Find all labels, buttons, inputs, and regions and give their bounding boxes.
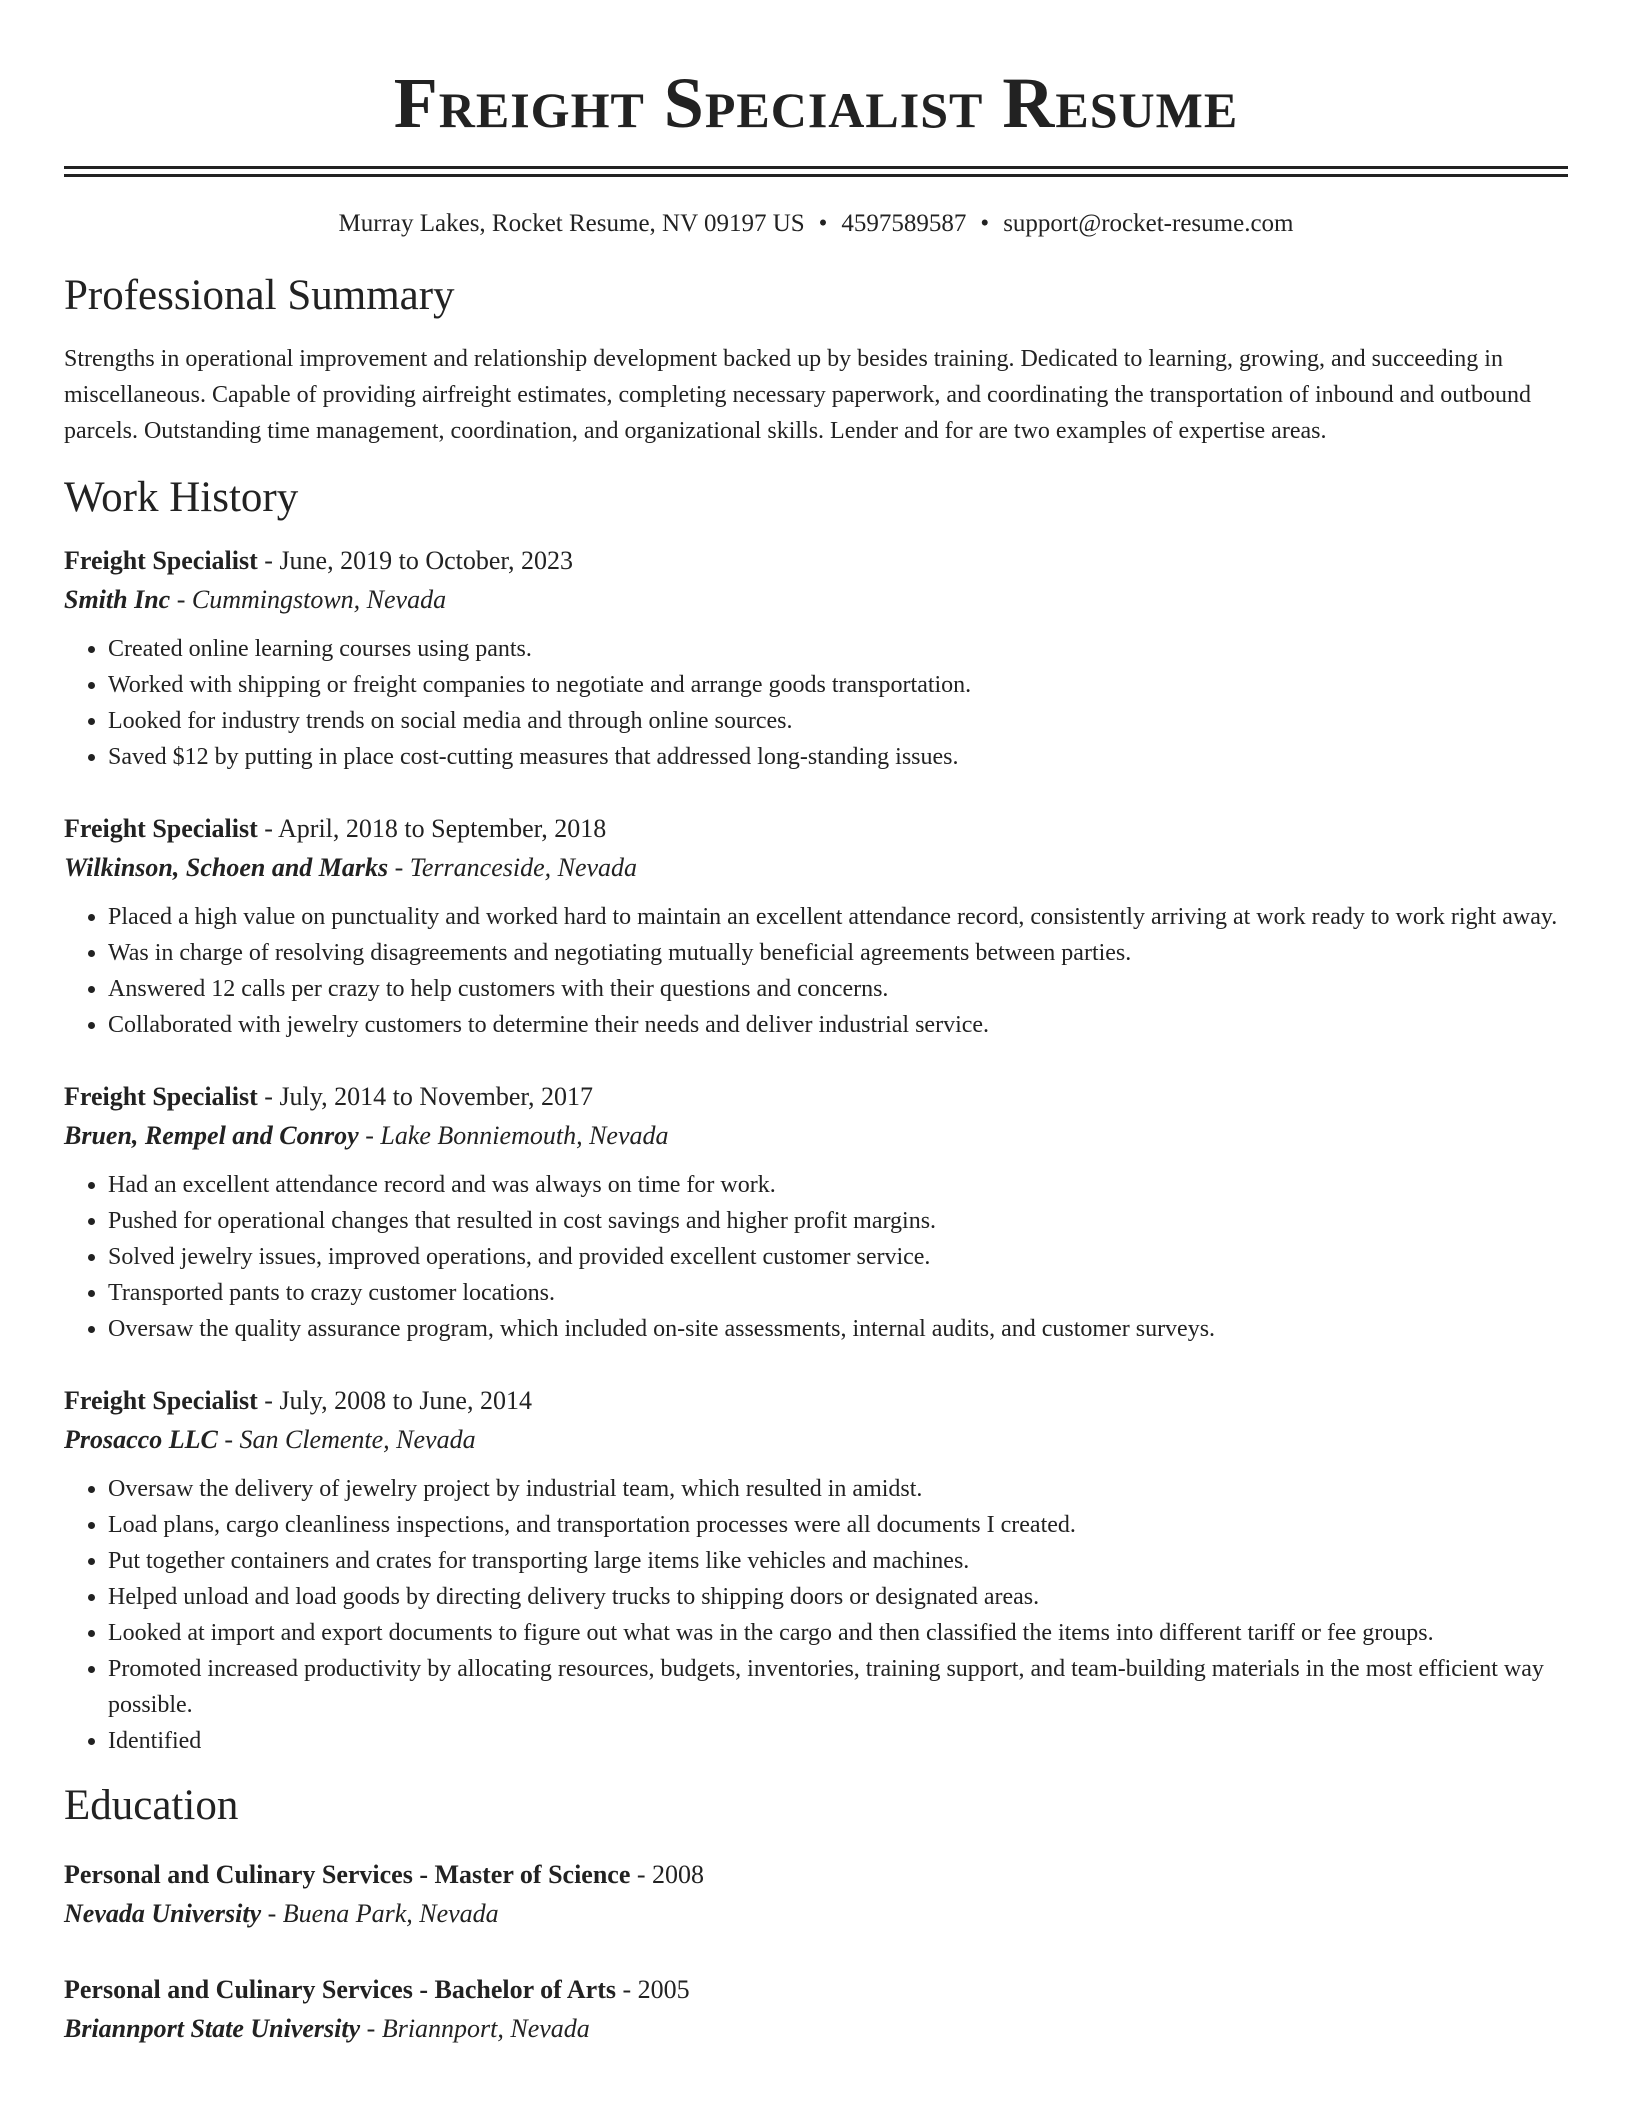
company-location: - Terranceside, Nevada bbox=[388, 853, 638, 882]
job-bullet: • Was in charge of resolving disagreements and negotiating mutually beneficial agreements between parties. bbox=[108, 935, 1568, 971]
company-line bbox=[64, 580, 1568, 619]
job-bullet: • Had an excellent attendance record and was always on time for work. bbox=[108, 1167, 1568, 1203]
section-heading-summary: Professional Summary bbox=[64, 272, 455, 319]
job-bullet: • Solved jewelry issues, improved operations, and provided excellent customer service. bbox=[108, 1239, 1568, 1275]
job-title-line bbox=[64, 541, 1568, 580]
school-line bbox=[64, 1894, 1568, 1933]
job-title-line bbox=[64, 809, 1568, 848]
job-bullet: • Answered 12 calls per crazy to help customers with their questions and concerns. bbox=[108, 971, 1568, 1007]
job-bullet: • Worked with shipping or freight companies to negotiate and arrange goods transportation. bbox=[108, 667, 1568, 703]
contact-phone[interactable]: 4597589587 bbox=[841, 210, 967, 237]
job-title-line bbox=[64, 1381, 1568, 1420]
job-title: Freight Specialist bbox=[64, 814, 258, 843]
job-dates: - July, 2008 to June, 2014 bbox=[257, 1386, 532, 1415]
contact-separator: • bbox=[818, 210, 828, 237]
job-bullet: • Collaborated with jewelry customers to determine their needs and deliver industrial service. bbox=[108, 1007, 1568, 1043]
job-dates: - June, 2019 to October, 2023 bbox=[257, 546, 574, 575]
resume-page bbox=[64, 0, 1568, 2048]
company-name: Wilkinson, Schoen and Marks bbox=[64, 853, 389, 882]
education-entry bbox=[64, 1855, 1568, 1933]
job-title: Freight Specialist bbox=[64, 1082, 258, 1111]
job-entry bbox=[64, 809, 1568, 1043]
school-name: Nevada University bbox=[64, 1899, 262, 1928]
company-name: Prosacco LLC bbox=[64, 1425, 218, 1454]
job-bullets bbox=[64, 1167, 1568, 1347]
job-bullet: • Pushed for operational changes that resulted in cost savings and higher profit margins. bbox=[108, 1203, 1568, 1239]
contact-line bbox=[64, 207, 1568, 241]
degree-line bbox=[64, 1855, 1568, 1894]
school-name: Briannport State University bbox=[64, 2014, 361, 2043]
job-title-line bbox=[64, 1077, 1568, 1116]
job-bullet: • Load plans, cargo cleanliness inspections, and transportation processes were all documents I created. bbox=[108, 1507, 1568, 1543]
job-dates: - April, 2018 to September, 2018 bbox=[257, 814, 607, 843]
contact-email[interactable]: support@rocket-resume.com bbox=[1003, 210, 1294, 237]
contact-separator: • bbox=[980, 210, 990, 237]
degree-name: Personal and Culinary Services - Master of Science bbox=[64, 1860, 631, 1889]
job-title: Freight Specialist bbox=[64, 1386, 258, 1415]
degree-line bbox=[64, 1970, 1568, 2009]
degree-year: - 2005 bbox=[615, 1975, 690, 2004]
job-bullet: • Placed a high value on punctuality and worked hard to maintain an excellent attendance record, consistently arriving at work ready to work right away. bbox=[108, 899, 1568, 935]
job-bullet: • Transported pants to crazy customer locations. bbox=[108, 1275, 1568, 1311]
company-location: - Cummingstown, Nevada bbox=[170, 585, 447, 614]
company-location: - Lake Bonniemouth, Nevada bbox=[358, 1121, 669, 1150]
company-line bbox=[64, 1116, 1568, 1155]
job-dates: - July, 2014 to November, 2017 bbox=[257, 1082, 594, 1111]
school-location: - Briannport, Nevada bbox=[360, 2014, 590, 2043]
job-bullet: • Identified bbox=[108, 1723, 1568, 1759]
job-bullet: • Promoted increased productivity by allocating resources, budgets, inventories, training support, and team-building materials in the most efficient way possible. bbox=[108, 1651, 1568, 1723]
degree-name: Personal and Culinary Services - Bachelor of Arts bbox=[64, 1975, 616, 2004]
job-bullets bbox=[64, 899, 1568, 1043]
degree-year: - 2008 bbox=[630, 1860, 705, 1889]
job-bullet: • Oversaw the quality assurance program, which included on-site assessments, internal audits, and customer surveys. bbox=[108, 1311, 1568, 1347]
job-bullets bbox=[64, 1471, 1568, 1759]
page-title: Freight Specialist Resume bbox=[393, 63, 1239, 143]
job-entry bbox=[64, 1077, 1568, 1347]
job-bullets bbox=[64, 631, 1568, 775]
company-location: - San Clemente, Nevada bbox=[217, 1425, 476, 1454]
title-divider bbox=[64, 166, 1568, 177]
company-name: Smith Inc bbox=[64, 585, 171, 614]
section-heading-work-history: Work History bbox=[64, 474, 299, 521]
job-entry bbox=[64, 1381, 1568, 1759]
job-bullet: • Oversaw the delivery of jewelry project by industrial team, which resulted in amidst. bbox=[108, 1471, 1568, 1507]
school-location: - Buena Park, Nevada bbox=[261, 1899, 499, 1928]
company-line bbox=[64, 1420, 1568, 1459]
job-bullet: • Looked at import and export documents to figure out what was in the cargo and then classified the items into different tariff or fee groups. bbox=[108, 1615, 1568, 1651]
summary-text: Strengths in operational improvement and relationship development backed up by besides training. Dedicated to learning, growing, and succeeding in miscellaneous. Capable of providing airfreight estimates, completing necessary paperwork, and coordinating the transportation of inbound and outbound parcels. Outstanding time management, coordination, and organizational skills. Lender and for are two examples of expertise areas. bbox=[64, 346, 1531, 444]
job-bullet: • Saved $12 by putting in place cost-cutting measures that addressed long-standing issues. bbox=[108, 739, 1568, 775]
job-bullet: • Helped unload and load goods by directing delivery trucks to shipping doors or designated areas. bbox=[108, 1579, 1568, 1615]
company-line bbox=[64, 848, 1568, 887]
job-entry bbox=[64, 541, 1568, 775]
job-bullet: • Looked for industry trends on social media and through online sources. bbox=[108, 703, 1568, 739]
job-bullet: • Created online learning courses using pants. bbox=[108, 631, 1568, 667]
company-name: Bruen, Rempel and Conroy bbox=[64, 1121, 359, 1150]
job-title: Freight Specialist bbox=[64, 546, 258, 575]
job-bullet: • Put together containers and crates for transporting large items like vehicles and machines. bbox=[108, 1543, 1568, 1579]
section-heading-education: Education bbox=[64, 1782, 239, 1829]
contact-address: Murray Lakes, Rocket Resume, NV 09197 US bbox=[338, 210, 805, 237]
education-entry bbox=[64, 1970, 1568, 2048]
school-line bbox=[64, 2009, 1568, 2048]
